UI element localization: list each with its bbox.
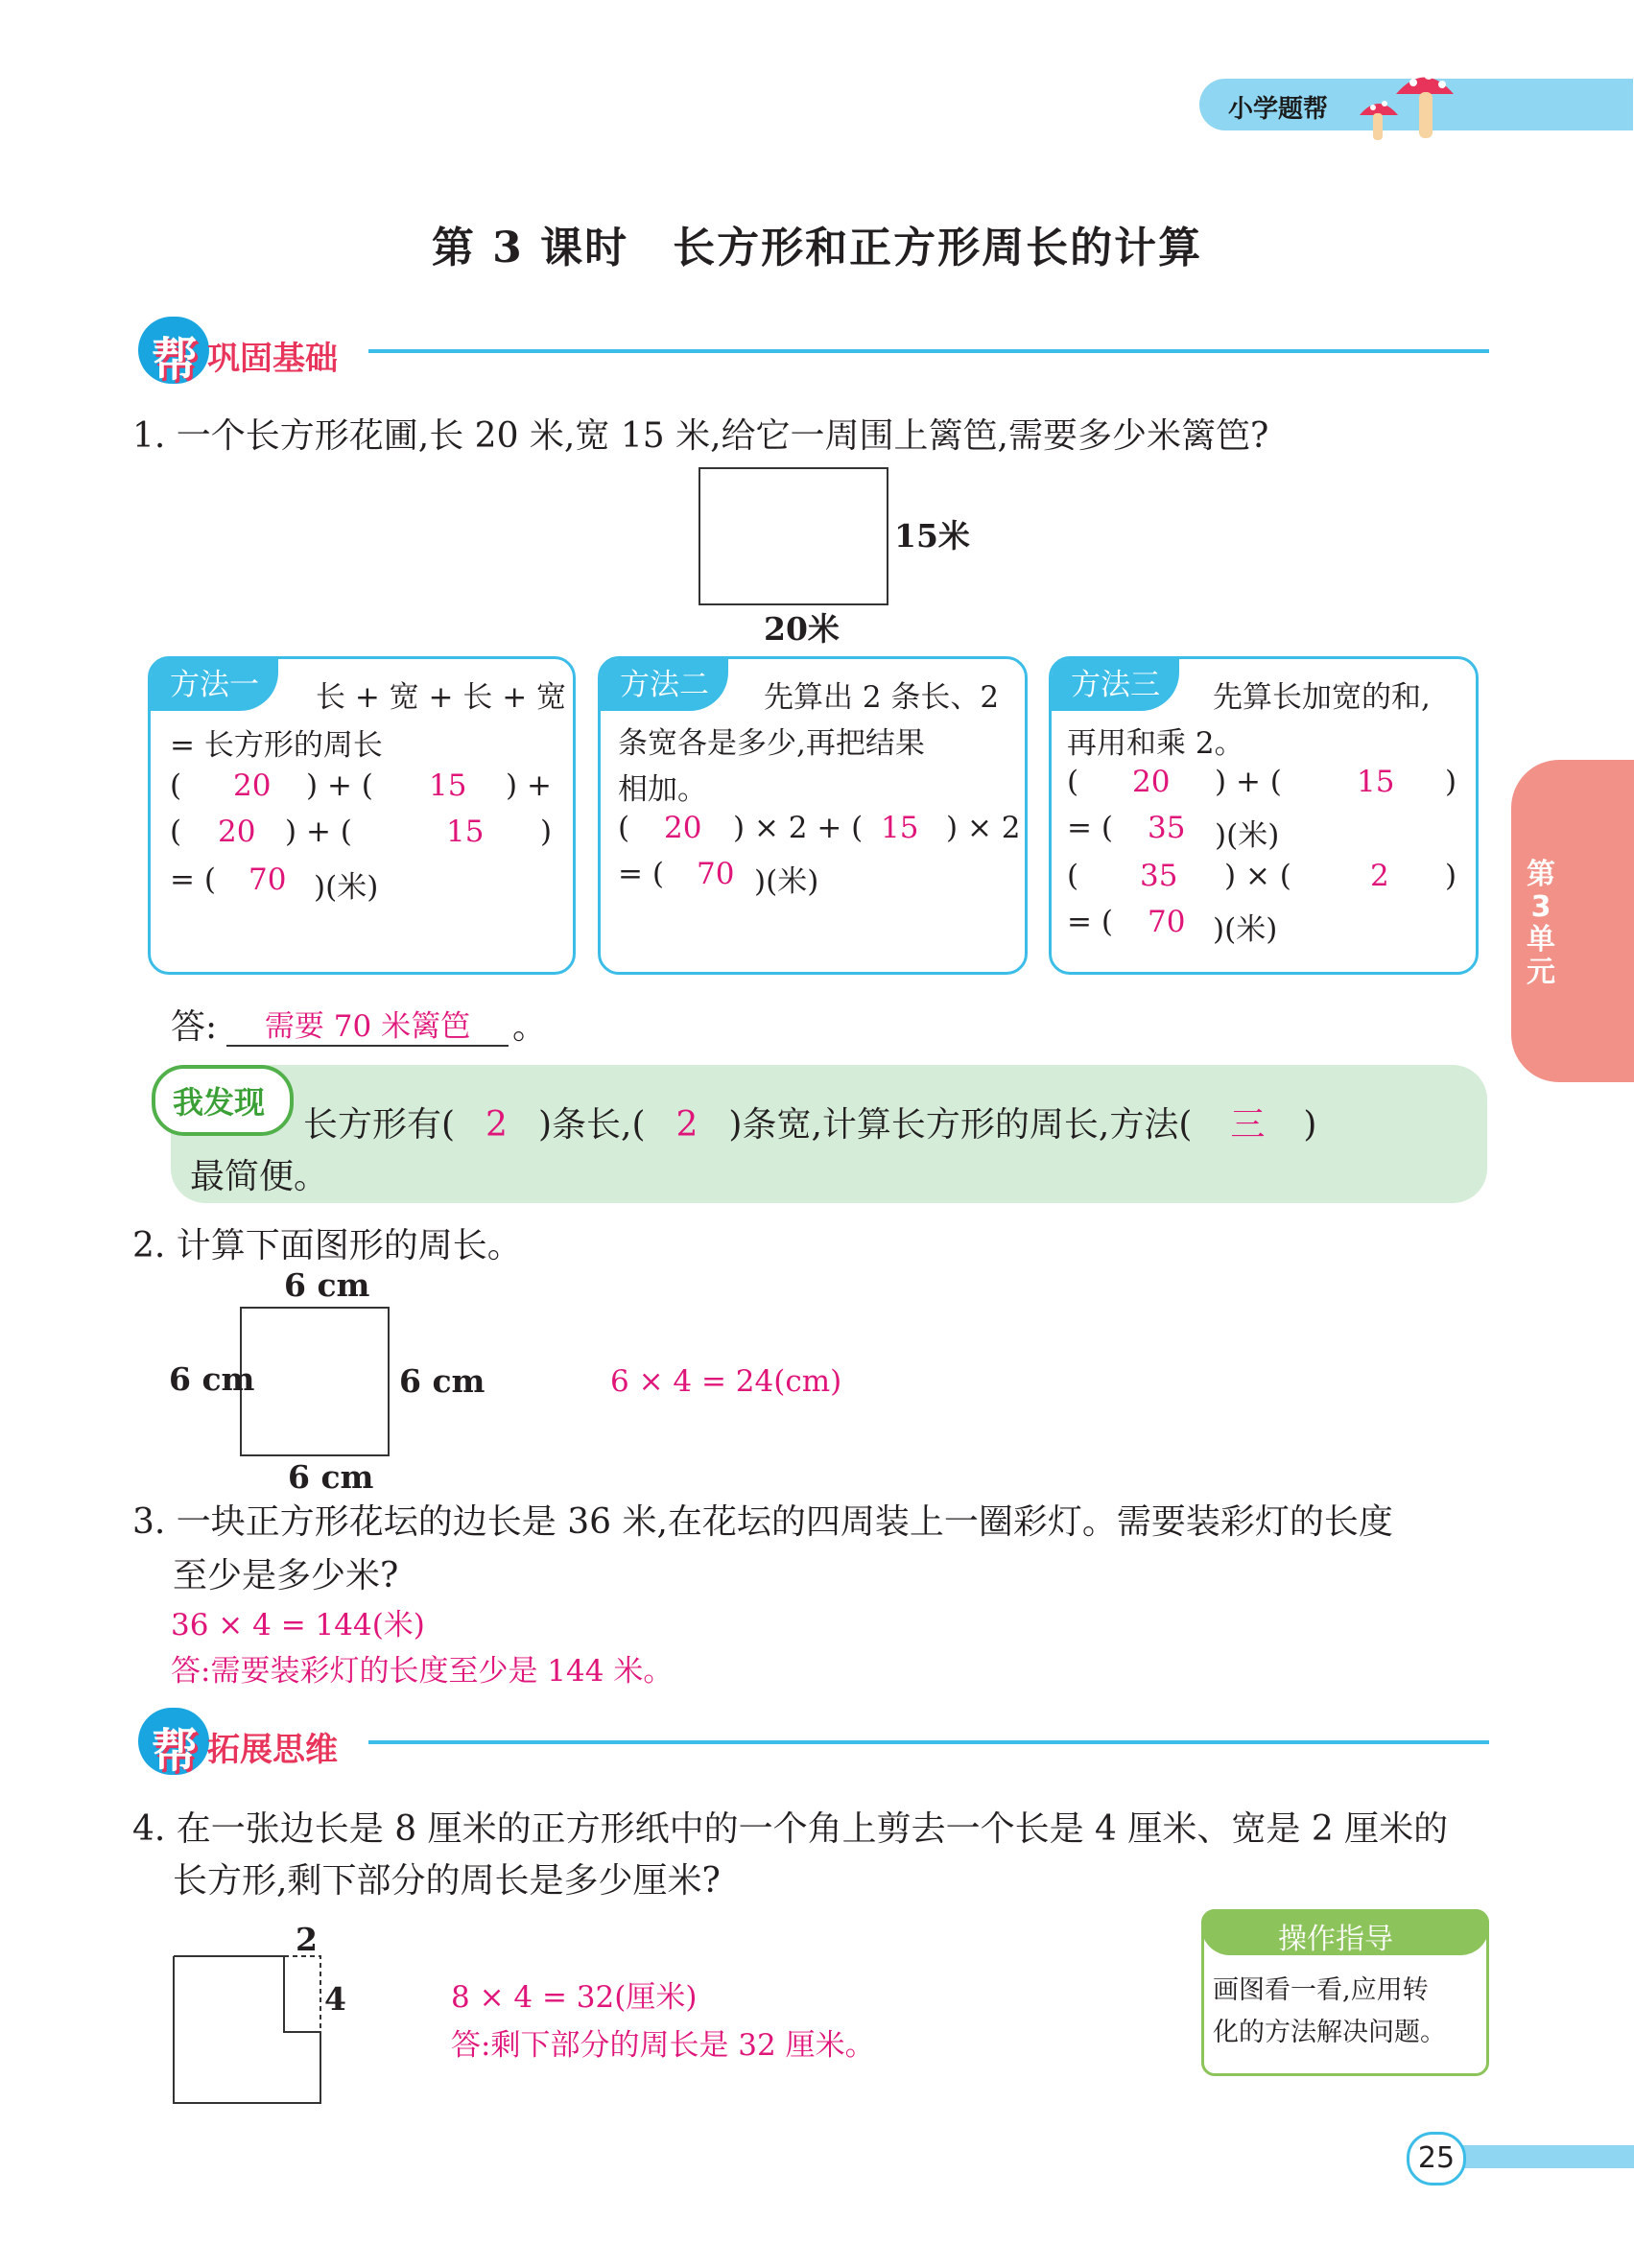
method2-line1: 先算出 2 条长、2 (764, 680, 1000, 715)
q3-text1: 3. 一块正方形花坛的边长是 36 米,在花坛的四周装上一圈彩灯。需要装彩灯的长度 (132, 1502, 1393, 1542)
q3-text2: 至少是多少米? (173, 1556, 399, 1595)
method3-a2: 15 (1357, 765, 1395, 799)
q2-left-label: 6 cm (169, 1360, 255, 1398)
method1-line2: = 长方形的周长 (170, 728, 383, 763)
q2-right-label: 6 cm (399, 1362, 485, 1400)
section-banner-basic (138, 317, 368, 387)
method2-tag: 方法二 (601, 659, 728, 711)
q1-answer: 需要 70 米篱笆 (226, 1002, 509, 1047)
q4-height-label: 4 (324, 1980, 346, 2018)
q1-width-label: 15米 (894, 517, 970, 555)
section-mark: 帮 (152, 333, 199, 387)
method2-result: 70 (697, 857, 735, 891)
section-label: 巩固基础 (207, 340, 338, 378)
method1-tag: 方法一 (151, 659, 278, 711)
section-divider (368, 1740, 1489, 1744)
q1-length-label: 20米 (764, 610, 840, 648)
discover-badge: 我发现 (152, 1065, 294, 1136)
q4-figure (169, 1948, 332, 2111)
q2-answer: 6 × 4 = 24(cm) (610, 1364, 842, 1399)
q2-square (240, 1307, 390, 1456)
guide-header: 操作指导 (1201, 1909, 1489, 1955)
discover-text: 长方形有( 2 )条长,( 2 )条宽,计算长方形的周长,方法( 三 ) (303, 1105, 1317, 1145)
brand-label: 小学题帮 (1228, 95, 1329, 124)
method1-a3: 20 (218, 815, 256, 849)
mushroom-icon (1348, 56, 1473, 144)
section-divider (368, 349, 1489, 353)
method3-tag: 方法三 (1052, 659, 1179, 711)
q3-answer1: 36 × 4 = 144(米) (171, 1608, 425, 1642)
method3-result: 70 (1148, 905, 1186, 939)
section-mark: 帮 (152, 1724, 199, 1778)
guide-line2: 化的方法解决问题。 (1213, 2018, 1446, 2047)
method3-box: 方法三 先算长加宽的和, 再用和乘 2。 ( 20 ) + ( 15 ) = ( 35 )(米) ( 35 ) × ( 2 ) = ( 70 )(米) (1049, 656, 1479, 975)
q2-bottom-label: 6 cm (288, 1458, 374, 1496)
page-number: 25 (1407, 2132, 1466, 2185)
discover-line2: 最简便。 (190, 1157, 329, 1196)
page-title: 第 3 课时 长方形和正方形周长的计算 (431, 224, 1203, 272)
discover-answer1: 2 (485, 1105, 508, 1145)
method1-line1: 长 + 宽 + 长 + 宽 (316, 680, 567, 715)
method2-a1: 20 (664, 811, 702, 845)
method1-a1: 20 (233, 768, 272, 803)
method3-line2: 再用和乘 2。 (1067, 726, 1244, 761)
method3-b2: 2 (1370, 859, 1389, 893)
q2-text: 2. 计算下面图形的周长。 (132, 1226, 522, 1265)
method3-a1: 20 (1132, 765, 1171, 799)
section-label: 拓展思维 (207, 1731, 338, 1769)
q4-text2: 长方形,剩下部分的周长是多少厘米? (173, 1861, 721, 1901)
method1-result: 70 (249, 862, 287, 897)
method2-line3: 相加。 (618, 772, 707, 807)
method1-a2: 15 (429, 768, 467, 803)
method3-b1: 35 (1140, 859, 1178, 893)
q4-answer2: 答:剩下部分的周长是 32 厘米。 (451, 2028, 875, 2063)
discover-answer3: 三 (1230, 1105, 1266, 1145)
method1-box: 方法一 长 + 宽 + 长 + 宽 = 长方形的周长 ( 20 ) + ( 15 ) + ( 20 ) + ( 15 ) = ( 70 )(米) (148, 656, 576, 975)
discover-answer2: 2 (675, 1105, 699, 1145)
q4-answer1: 8 × 4 = 32(厘米) (451, 1980, 698, 2015)
q3-answer2: 答:需要装彩灯的长度至少是 144 米。 (171, 1654, 674, 1689)
q1-text: 1. 一个长方形花圃,长 20 米,宽 15 米,给它一周围上篱笆,需要多少米篱笆? (132, 416, 1269, 456)
method2-line2: 条宽各是多少,再把结果 (618, 726, 925, 761)
q2-top-label: 6 cm (284, 1266, 370, 1304)
q4-text1: 4. 在一张边长是 8 厘米的正方形纸中的一个角上剪去一个长是 4 厘米、宽是 2 厘米的 (132, 1809, 1449, 1849)
q1-answer-prefix: 答: (171, 1007, 218, 1047)
guide-line1: 画图看一看,应用转 (1213, 1975, 1429, 2005)
method2-box: 方法二 先算出 2 条长、2 条宽各是多少,再把结果 相加。 ( 20 ) × 2 + ( 15 ) × 2 = ( 70 )(米) (598, 656, 1028, 975)
unit-side-text: 第3单元 (1527, 858, 1555, 989)
method3-line1: 先算长加宽的和, (1213, 680, 1431, 715)
section-banner-extend (138, 1708, 368, 1778)
q4-width-label: 2 (296, 1921, 318, 1958)
q1-rectangle (699, 467, 888, 605)
method1-a4: 15 (446, 815, 485, 849)
method3-sum: 35 (1148, 811, 1186, 845)
method2-a2: 15 (881, 811, 919, 845)
